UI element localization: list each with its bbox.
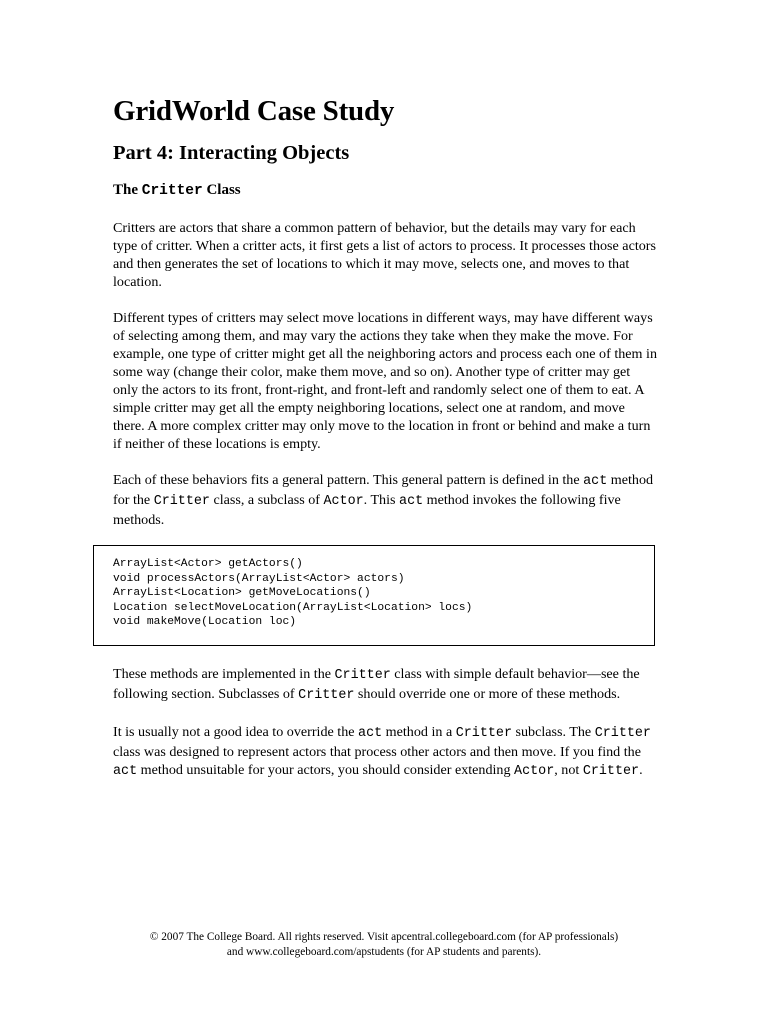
section-heading-prefix: The	[113, 182, 142, 198]
code-term: Critter	[594, 725, 651, 741]
code-line: Location selectMoveLocation(ArrayList<Location> locs)	[113, 601, 473, 614]
text-run: , not	[554, 761, 583, 778]
section-heading	[113, 180, 658, 201]
code-box	[93, 545, 655, 646]
code-term: Actor	[323, 494, 364, 509]
code-term: act	[583, 474, 608, 489]
section-heading-code: Critter	[141, 183, 203, 199]
text-run: method unsuitable for your actors, you should consider extending	[137, 761, 515, 778]
text-run: .	[639, 761, 643, 778]
document-page	[113, 94, 658, 781]
code-term: Critter	[334, 667, 391, 683]
code-term: act	[358, 725, 383, 741]
document-title: GridWorld Case Study	[113, 95, 395, 127]
code-term: act	[399, 494, 424, 509]
paragraph-intro: Critters are actors that share a common pattern of behavior, but the details may vary for each type of critter. When a critter acts, it first gets a list of actors to process. It processes those actors and then generates the set of locations to which it may move, selects one, and moves to that location.	[113, 220, 656, 290]
text-run: method invokes the following five methods.	[113, 492, 621, 528]
code-term: Critter	[298, 687, 355, 703]
text-run: should override one or more of these methods.	[354, 685, 621, 702]
part-heading: Part 4: Interacting Objects	[113, 142, 350, 164]
text-run: method in a	[382, 723, 456, 740]
code-line: ArrayList<Actor> getActors()	[113, 558, 303, 570]
text-run: . This	[363, 492, 400, 508]
text-run: class with simple default behavior—see the following section. Subclasses of	[113, 665, 640, 702]
footer-line-2: and www.collegeboard.com/apstudents (for AP students and parents).	[226, 946, 542, 958]
text-run: method for the	[113, 472, 654, 508]
code-term: Critter	[153, 494, 210, 509]
copyright-footer	[0, 930, 768, 960]
code-term: Critter	[455, 725, 512, 741]
text-run: Each of these behaviors fits a general pattern. This general pattern is defined in the	[113, 472, 584, 488]
code-line: void makeMove(Location loc)	[113, 616, 297, 629]
text-run: These methods are implemented in the	[113, 665, 335, 682]
text-run: class, a subclass of	[209, 492, 324, 508]
text-run: class was designed to represent actors that process other actors and then move. If you find the	[113, 743, 641, 760]
code-term: act	[113, 763, 138, 779]
section-heading-suffix: Class	[202, 182, 241, 198]
code-term: Actor	[514, 763, 555, 779]
text-run: It is usually not a good idea to override the	[113, 723, 359, 740]
code-line: void processActors(ArrayList<Actor> actors)	[113, 572, 405, 585]
paragraph-default-behavior	[113, 665, 658, 705]
code-line: ArrayList<Location> getMoveLocations()	[113, 587, 371, 600]
paragraph-override-advice	[113, 723, 658, 781]
code-term: Critter	[582, 763, 640, 779]
paragraph-general-pattern	[113, 471, 658, 529]
paragraph-critter-types: Different types of critters may select move locations in different ways, may have different ways of selecting among them, and may vary the actions they take when they make the move. For example, one type of critter might get all the neighboring actors and process each one of them in some way (change their color, make them move, and so on). Another type of critter may get only the actors to its front, front-right, and front-left and randomly select one of them to eat. A simple critter may get all the empty neighboring locations, select one at random, and move there. A more complex critter may only move to the location in front or behind and make a turn if neither of these locations is empty.	[113, 310, 657, 452]
text-run: subclass. The	[511, 723, 595, 740]
footer-line-1: © 2007 The College Board. All rights reserved. Visit apcentral.collegeboard.com (for AP professionals)	[149, 931, 619, 943]
